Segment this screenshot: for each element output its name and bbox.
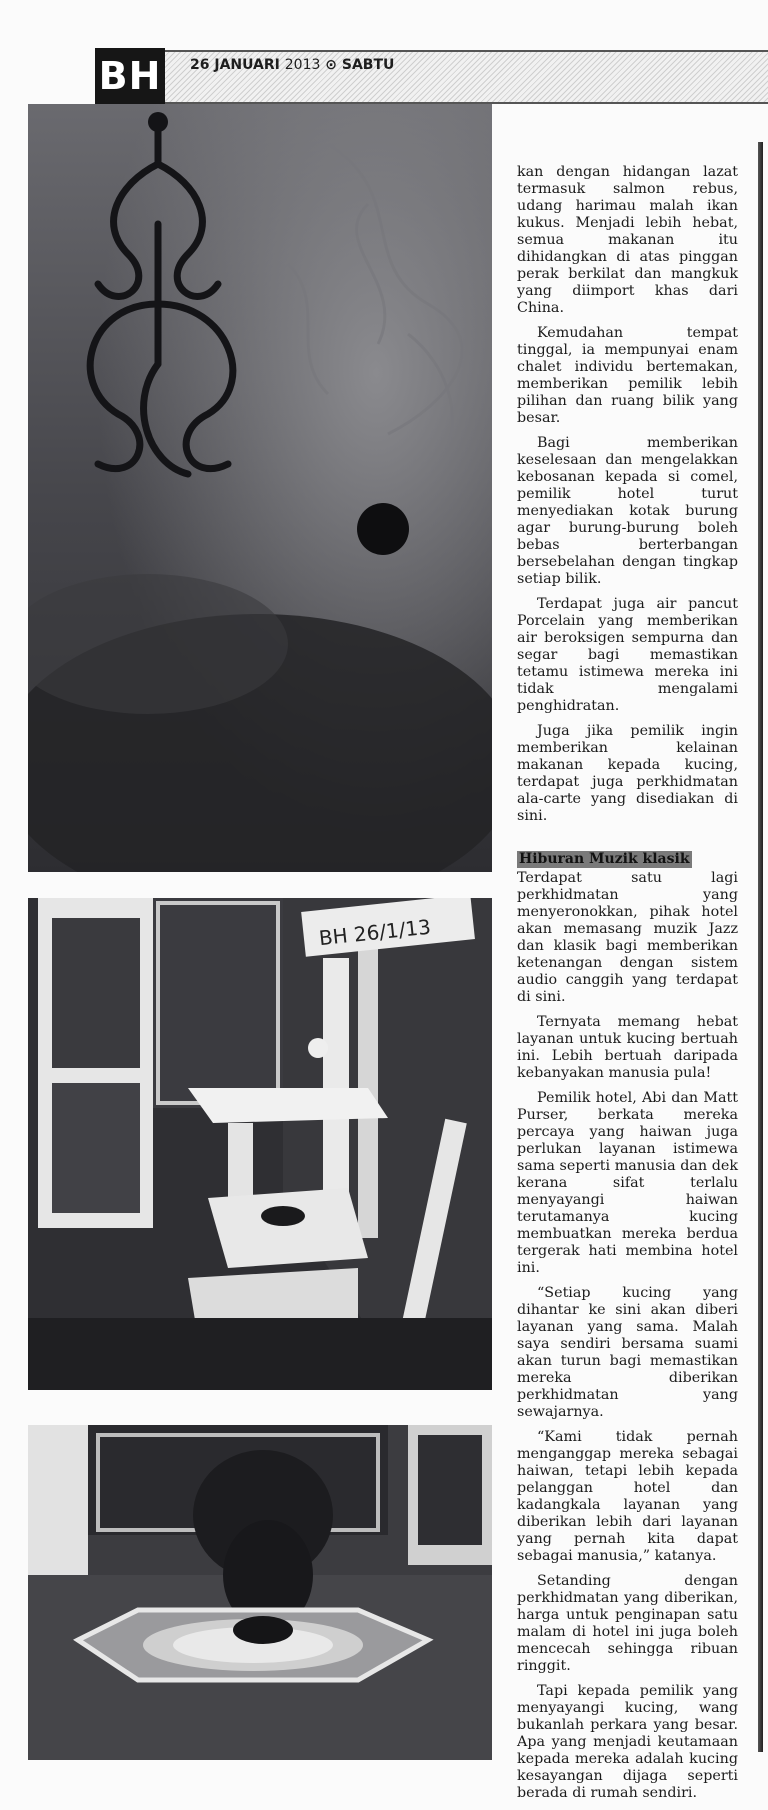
photo-cat-room xyxy=(28,898,492,1390)
dateline xyxy=(190,57,394,73)
article-paragraph: Bagi memberikan keselesaan dan mengelakkan kebosanan kepada si comel, pemilik hotel turut menyediakan kotak burung agar burung-burung boleh bebas berterbangan bersebelahan dengan tingkap setiap bilik. xyxy=(517,435,738,587)
article-paragraph: Tapi kepada pemilik yang menyayangi kucing, wang bukanlah perkara yang besar. Apa yang menjadi keutamaan kepada mereka adalah kucing kesayangan dijaga seperti berada di rumah sendiri. xyxy=(517,1683,738,1801)
section-subheading: Hiburan Muzik klasik xyxy=(519,851,690,867)
article-paragraph: Kemudahan tempat tinggal, ia mempunyai enam chalet individu bertemakan, memberikan pemilik lebih pilihan dan ruang bilik yang besar. xyxy=(517,325,738,426)
bh-logo: BH xyxy=(95,48,165,104)
article-paragraph: “Setiap kucing yang dihantar ke sini akan diberi layanan yang sama. Malah saya sendiri bersama suami akan turun bagi memastikan mereka diberikan perkhidmatan yang sewajarnya. xyxy=(517,1285,738,1420)
day-text: SABTU xyxy=(341,57,395,73)
article-body xyxy=(517,164,738,1810)
photo-cat-eating xyxy=(28,1425,492,1760)
photo-ornate-wall xyxy=(28,104,492,872)
article-paragraph: Pemilik hotel, Abi dan Matt Purser, berkata mereka percaya yang haiwan juga perlukan layanan istimewa sama seperti manusia dan dek kerana sifat terlalu menyayangi haiwan terutamanya kucing membuatkan mereka berdua tergerak hati membina hotel ini. xyxy=(517,1090,738,1276)
article-paragraph: kan dengan hidangan lazat termasuk salmon rebus, udang harimau malah ikan kukus. Menjadi lebih hebat, semua makanan itu dihidangkan di atas pinggan perak berkilat dan mangkuk yang diimport khas dari China. xyxy=(517,164,738,316)
date-text: 26 JANUARI xyxy=(190,57,280,73)
sign-text: BH 26/1/13 xyxy=(317,914,432,951)
article-paragraph: “Kami tidak pernah menganggap mereka sebagai haiwan, tetapi lebih kepada pelanggan hotel dan kadangkala layanan yang diberikan lebih dari layanan yang pernah kita dapat sebagai manusia,” katanya. xyxy=(517,1429,738,1564)
clock-icon: ⊙ xyxy=(325,57,338,73)
article-paragraph: Setanding dengan perkhidmatan yang diberikan, harga untuk penginapan satu malam di hotel ini juga boleh mencecah sehingga ribuan ringgit. xyxy=(517,1573,738,1674)
article-paragraph: Terdapat juga air pancut Porcelain yang memberikan air beroksigen sempurna dan segar bagi memastikan tetamu istimewa mereka ini tidak mengalami penghidratan. xyxy=(517,596,738,714)
column-border xyxy=(758,142,763,1752)
article-paragraph: Juga jika pemilik ingin memberikan kelainan makanan kepada kucing, terdapat juga perkhidmatan ala-carte yang disediakan di sini. xyxy=(517,723,738,824)
year-text: 2013 xyxy=(284,57,321,73)
article-paragraph: Terdapat satu lagi perkhidmatan yang menyeronokkan, pihak hotel akan memasang muzik Jazz dan klasik bagi memberikan ketenangan dengan sistem audio canggih yang terdapat di sini. xyxy=(517,870,738,1005)
article-paragraph: Ternyata memang hebat layanan untuk kucing bertuah ini. Lebih bertuah daripada kebanyakan manusia pula! xyxy=(517,1014,738,1081)
